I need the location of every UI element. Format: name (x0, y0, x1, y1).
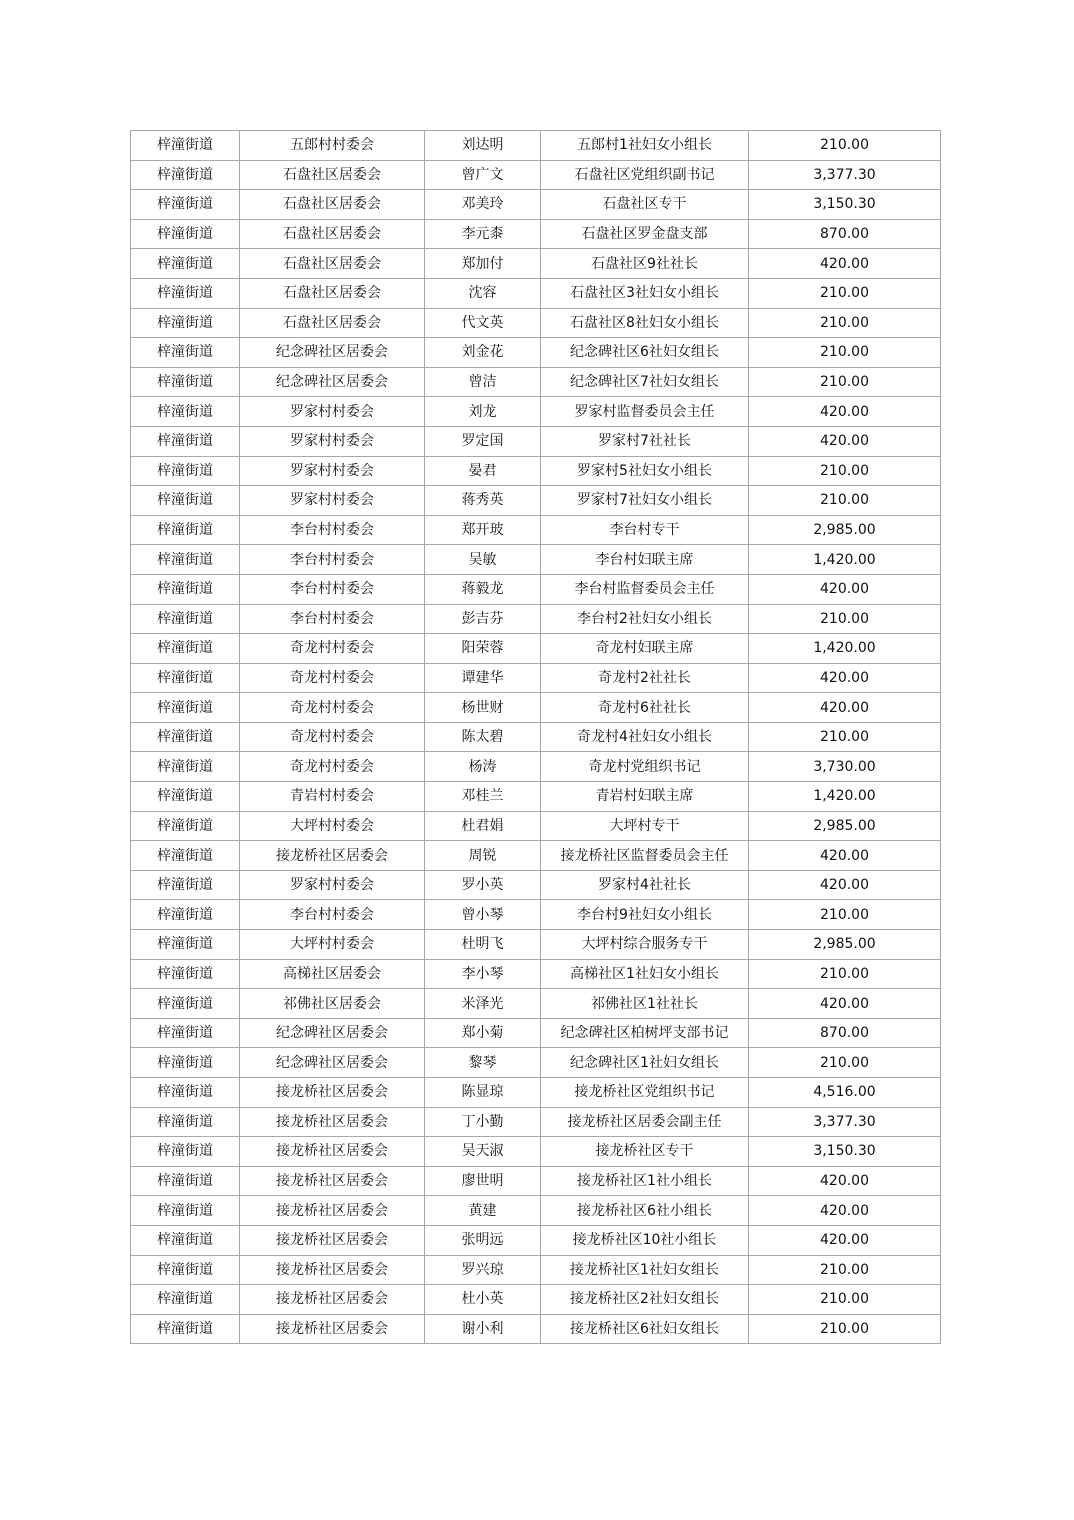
committee-cell: 罗家村村委会 (240, 486, 425, 516)
name-cell: 周锐 (425, 841, 541, 871)
position-cell: 李台村专干 (541, 515, 749, 545)
position-cell: 奇龙村党组织书记 (541, 752, 749, 782)
table-row (131, 515, 941, 545)
position-cell: 罗家村7社妇女小组长 (541, 486, 749, 516)
street-cell: 梓潼街道 (131, 1078, 240, 1108)
committee-cell: 接龙桥社区居委会 (240, 1225, 425, 1255)
table-row (131, 219, 941, 249)
amount-cell: 420.00 (749, 1225, 941, 1255)
committee-cell: 纪念碑社区居委会 (240, 1048, 425, 1078)
table-row (131, 900, 941, 930)
position-cell: 罗家村5社妇女小组长 (541, 456, 749, 486)
position-cell: 接龙桥社区6社小组长 (541, 1196, 749, 1226)
street-cell: 梓潼街道 (131, 693, 240, 723)
table-row (131, 249, 941, 279)
name-cell: 罗小英 (425, 870, 541, 900)
position-cell: 接龙桥社区党组织书记 (541, 1078, 749, 1108)
committee-cell: 石盘社区居委会 (240, 190, 425, 220)
committee-cell: 大坪村村委会 (240, 811, 425, 841)
amount-cell: 420.00 (749, 841, 941, 871)
table-row (131, 989, 941, 1019)
position-cell: 接龙桥社区2社妇女组长 (541, 1285, 749, 1315)
table-row (131, 190, 941, 220)
amount-cell: 2,985.00 (749, 811, 941, 841)
table-row (131, 634, 941, 664)
name-cell: 罗兴琼 (425, 1255, 541, 1285)
table-row (131, 604, 941, 634)
street-cell: 梓潼街道 (131, 870, 240, 900)
committee-cell: 纪念碑社区居委会 (240, 367, 425, 397)
amount-cell: 210.00 (749, 722, 941, 752)
position-cell: 大坪村专干 (541, 811, 749, 841)
name-cell: 李小琴 (425, 959, 541, 989)
table-body (131, 131, 941, 1344)
amount-cell: 210.00 (749, 308, 941, 338)
committee-cell: 接龙桥社区居委会 (240, 841, 425, 871)
name-cell: 郑小菊 (425, 1018, 541, 1048)
amount-cell: 870.00 (749, 1018, 941, 1048)
committee-cell: 李台村村委会 (240, 545, 425, 575)
table-row (131, 397, 941, 427)
table-row (131, 1137, 941, 1167)
street-cell: 梓潼街道 (131, 1255, 240, 1285)
position-cell: 石盘社区罗金盘支部 (541, 219, 749, 249)
table-row (131, 1166, 941, 1196)
table-row (131, 1255, 941, 1285)
name-cell: 杜明飞 (425, 930, 541, 960)
position-cell: 纪念碑社区6社妇女组长 (541, 338, 749, 368)
street-cell: 梓潼街道 (131, 900, 240, 930)
amount-cell: 4,516.00 (749, 1078, 941, 1108)
street-cell: 梓潼街道 (131, 930, 240, 960)
street-cell: 梓潼街道 (131, 1196, 240, 1226)
subsidy-table (130, 130, 941, 1344)
committee-cell: 接龙桥社区居委会 (240, 1255, 425, 1285)
amount-cell: 210.00 (749, 1048, 941, 1078)
table-row (131, 663, 941, 693)
position-cell: 奇龙村6社社长 (541, 693, 749, 723)
table-row (131, 752, 941, 782)
street-cell: 梓潼街道 (131, 634, 240, 664)
name-cell: 曾广文 (425, 160, 541, 190)
position-cell: 接龙桥社区专干 (541, 1137, 749, 1167)
table-row (131, 1078, 941, 1108)
table-row (131, 959, 941, 989)
name-cell: 黎琴 (425, 1048, 541, 1078)
street-cell: 梓潼街道 (131, 811, 240, 841)
committee-cell: 祁佛社区居委会 (240, 989, 425, 1019)
committee-cell: 纪念碑社区居委会 (240, 338, 425, 368)
amount-cell: 210.00 (749, 1285, 941, 1315)
amount-cell: 3,377.30 (749, 160, 941, 190)
position-cell: 纪念碑社区柏树坪支部书记 (541, 1018, 749, 1048)
name-cell: 邓桂兰 (425, 782, 541, 812)
name-cell: 张明远 (425, 1225, 541, 1255)
table-row (131, 1314, 941, 1344)
position-cell: 李台村9社妇女小组长 (541, 900, 749, 930)
position-cell: 奇龙村2社社长 (541, 663, 749, 693)
name-cell: 杜君娟 (425, 811, 541, 841)
position-cell: 五郎村1社妇女小组长 (541, 131, 749, 161)
street-cell: 梓潼街道 (131, 1018, 240, 1048)
street-cell: 梓潼街道 (131, 278, 240, 308)
table-row (131, 1196, 941, 1226)
name-cell: 吴敏 (425, 545, 541, 575)
street-cell: 梓潼街道 (131, 752, 240, 782)
name-cell: 罗定国 (425, 426, 541, 456)
position-cell: 接龙桥社区监督委员会主任 (541, 841, 749, 871)
name-cell: 阳荣蓉 (425, 634, 541, 664)
amount-cell: 1,420.00 (749, 634, 941, 664)
name-cell: 谢小利 (425, 1314, 541, 1344)
name-cell: 廖世明 (425, 1166, 541, 1196)
amount-cell: 420.00 (749, 1196, 941, 1226)
street-cell: 梓潼街道 (131, 1137, 240, 1167)
position-cell: 李台村妇联主席 (541, 545, 749, 575)
name-cell: 蒋毅龙 (425, 574, 541, 604)
amount-cell: 210.00 (749, 486, 941, 516)
position-cell: 接龙桥社区居委会副主任 (541, 1107, 749, 1137)
amount-cell: 210.00 (749, 278, 941, 308)
name-cell: 彭吉芬 (425, 604, 541, 634)
amount-cell: 1,420.00 (749, 782, 941, 812)
street-cell: 梓潼街道 (131, 131, 240, 161)
committee-cell: 石盘社区居委会 (240, 308, 425, 338)
name-cell: 谭建华 (425, 663, 541, 693)
table-row (131, 870, 941, 900)
street-cell: 梓潼街道 (131, 160, 240, 190)
position-cell: 李台村2社妇女小组长 (541, 604, 749, 634)
position-cell: 大坪村综合服务专干 (541, 930, 749, 960)
street-cell: 梓潼街道 (131, 1314, 240, 1344)
name-cell: 沈容 (425, 278, 541, 308)
amount-cell: 870.00 (749, 219, 941, 249)
position-cell: 石盘社区党组织副书记 (541, 160, 749, 190)
position-cell: 李台村监督委员会主任 (541, 574, 749, 604)
street-cell: 梓潼街道 (131, 190, 240, 220)
name-cell: 曾小琴 (425, 900, 541, 930)
name-cell: 晏君 (425, 456, 541, 486)
street-cell: 梓潼街道 (131, 545, 240, 575)
amount-cell: 420.00 (749, 989, 941, 1019)
committee-cell: 接龙桥社区居委会 (240, 1137, 425, 1167)
name-cell: 陈太碧 (425, 722, 541, 752)
committee-cell: 接龙桥社区居委会 (240, 1078, 425, 1108)
committee-cell: 接龙桥社区居委会 (240, 1107, 425, 1137)
table-row (131, 1285, 941, 1315)
committee-cell: 石盘社区居委会 (240, 249, 425, 279)
committee-cell: 奇龙村村委会 (240, 693, 425, 723)
name-cell: 吴天淑 (425, 1137, 541, 1167)
amount-cell: 2,985.00 (749, 515, 941, 545)
amount-cell: 210.00 (749, 367, 941, 397)
amount-cell: 210.00 (749, 338, 941, 368)
position-cell: 罗家村4社社长 (541, 870, 749, 900)
position-cell: 高梯社区1社妇女小组长 (541, 959, 749, 989)
committee-cell: 石盘社区居委会 (240, 160, 425, 190)
name-cell: 蒋秀英 (425, 486, 541, 516)
amount-cell: 420.00 (749, 1166, 941, 1196)
amount-cell: 420.00 (749, 249, 941, 279)
table-row (131, 574, 941, 604)
street-cell: 梓潼街道 (131, 426, 240, 456)
committee-cell: 罗家村村委会 (240, 456, 425, 486)
position-cell: 石盘社区9社社长 (541, 249, 749, 279)
position-cell: 石盘社区8社妇女小组长 (541, 308, 749, 338)
table-row (131, 930, 941, 960)
committee-cell: 石盘社区居委会 (240, 278, 425, 308)
name-cell: 杜小英 (425, 1285, 541, 1315)
amount-cell: 210.00 (749, 1314, 941, 1344)
amount-cell: 210.00 (749, 900, 941, 930)
position-cell: 纪念碑社区1社妇女组长 (541, 1048, 749, 1078)
table-row (131, 1048, 941, 1078)
position-cell: 接龙桥社区1社小组长 (541, 1166, 749, 1196)
position-cell: 青岩村妇联主席 (541, 782, 749, 812)
street-cell: 梓潼街道 (131, 959, 240, 989)
name-cell: 郑开玻 (425, 515, 541, 545)
amount-cell: 420.00 (749, 426, 941, 456)
street-cell: 梓潼街道 (131, 515, 240, 545)
street-cell: 梓潼街道 (131, 367, 240, 397)
table-row (131, 545, 941, 575)
committee-cell: 接龙桥社区居委会 (240, 1314, 425, 1344)
committee-cell: 奇龙村村委会 (240, 752, 425, 782)
amount-cell: 420.00 (749, 870, 941, 900)
street-cell: 梓潼街道 (131, 1166, 240, 1196)
street-cell: 梓潼街道 (131, 308, 240, 338)
committee-cell: 罗家村村委会 (240, 870, 425, 900)
table-row (131, 456, 941, 486)
street-cell: 梓潼街道 (131, 486, 240, 516)
street-cell: 梓潼街道 (131, 722, 240, 752)
amount-cell: 210.00 (749, 959, 941, 989)
street-cell: 梓潼街道 (131, 249, 240, 279)
street-cell: 梓潼街道 (131, 338, 240, 368)
amount-cell: 1,420.00 (749, 545, 941, 575)
name-cell: 代文英 (425, 308, 541, 338)
table-row (131, 367, 941, 397)
committee-cell: 接龙桥社区居委会 (240, 1196, 425, 1226)
committee-cell: 李台村村委会 (240, 900, 425, 930)
name-cell: 邓美玲 (425, 190, 541, 220)
table-row (131, 811, 941, 841)
position-cell: 纪念碑社区7社妇女组长 (541, 367, 749, 397)
committee-cell: 李台村村委会 (240, 604, 425, 634)
table-row (131, 338, 941, 368)
street-cell: 梓潼街道 (131, 397, 240, 427)
committee-cell: 石盘社区居委会 (240, 219, 425, 249)
street-cell: 梓潼街道 (131, 1285, 240, 1315)
amount-cell: 210.00 (749, 1255, 941, 1285)
name-cell: 李元桼 (425, 219, 541, 249)
street-cell: 梓潼街道 (131, 1107, 240, 1137)
committee-cell: 高梯社区居委会 (240, 959, 425, 989)
street-cell: 梓潼街道 (131, 219, 240, 249)
table-row (131, 722, 941, 752)
street-cell: 梓潼街道 (131, 604, 240, 634)
committee-cell: 罗家村村委会 (240, 397, 425, 427)
amount-cell: 420.00 (749, 663, 941, 693)
name-cell: 米泽光 (425, 989, 541, 1019)
name-cell: 陈显琼 (425, 1078, 541, 1108)
table-row (131, 1107, 941, 1137)
table-row (131, 693, 941, 723)
position-cell: 接龙桥社区10社小组长 (541, 1225, 749, 1255)
name-cell: 刘金花 (425, 338, 541, 368)
amount-cell: 3,150.30 (749, 190, 941, 220)
table-row (131, 278, 941, 308)
table-row (131, 486, 941, 516)
street-cell: 梓潼街道 (131, 989, 240, 1019)
amount-cell: 210.00 (749, 604, 941, 634)
position-cell: 石盘社区专干 (541, 190, 749, 220)
position-cell: 罗家村监督委员会主任 (541, 397, 749, 427)
position-cell: 石盘社区3社妇女小组长 (541, 278, 749, 308)
position-cell: 接龙桥社区1社妇女组长 (541, 1255, 749, 1285)
amount-cell: 3,150.30 (749, 1137, 941, 1167)
street-cell: 梓潼街道 (131, 1225, 240, 1255)
table-row (131, 841, 941, 871)
name-cell: 刘龙 (425, 397, 541, 427)
committee-cell: 罗家村村委会 (240, 426, 425, 456)
amount-cell: 210.00 (749, 456, 941, 486)
street-cell: 梓潼街道 (131, 456, 240, 486)
position-cell: 奇龙村4社妇女小组长 (541, 722, 749, 752)
amount-cell: 420.00 (749, 574, 941, 604)
table-row (131, 131, 941, 161)
street-cell: 梓潼街道 (131, 663, 240, 693)
name-cell: 杨涛 (425, 752, 541, 782)
street-cell: 梓潼街道 (131, 841, 240, 871)
street-cell: 梓潼街道 (131, 574, 240, 604)
amount-cell: 3,730.00 (749, 752, 941, 782)
table-row (131, 308, 941, 338)
table-row (131, 426, 941, 456)
table-row (131, 1018, 941, 1048)
name-cell: 黄建 (425, 1196, 541, 1226)
committee-cell: 接龙桥社区居委会 (240, 1285, 425, 1315)
amount-cell: 210.00 (749, 131, 941, 161)
committee-cell: 奇龙村村委会 (240, 634, 425, 664)
committee-cell: 奇龙村村委会 (240, 663, 425, 693)
position-cell: 奇龙村妇联主席 (541, 634, 749, 664)
amount-cell: 2,985.00 (749, 930, 941, 960)
name-cell: 刘达明 (425, 131, 541, 161)
committee-cell: 奇龙村村委会 (240, 722, 425, 752)
committee-cell: 大坪村村委会 (240, 930, 425, 960)
amount-cell: 420.00 (749, 693, 941, 723)
position-cell: 接龙桥社区6社妇女组长 (541, 1314, 749, 1344)
committee-cell: 五郎村村委会 (240, 131, 425, 161)
street-cell: 梓潼街道 (131, 782, 240, 812)
committee-cell: 青岩村村委会 (240, 782, 425, 812)
name-cell: 丁小勤 (425, 1107, 541, 1137)
table-row (131, 1225, 941, 1255)
name-cell: 曾洁 (425, 367, 541, 397)
amount-cell: 420.00 (749, 397, 941, 427)
table-row (131, 782, 941, 812)
name-cell: 杨世财 (425, 693, 541, 723)
committee-cell: 李台村村委会 (240, 574, 425, 604)
committee-cell: 纪念碑社区居委会 (240, 1018, 425, 1048)
name-cell: 郑加付 (425, 249, 541, 279)
position-cell: 祁佛社区1社社长 (541, 989, 749, 1019)
committee-cell: 李台村村委会 (240, 515, 425, 545)
position-cell: 罗家村7社社长 (541, 426, 749, 456)
committee-cell: 接龙桥社区居委会 (240, 1166, 425, 1196)
street-cell: 梓潼街道 (131, 1048, 240, 1078)
table-row (131, 160, 941, 190)
amount-cell: 3,377.30 (749, 1107, 941, 1137)
